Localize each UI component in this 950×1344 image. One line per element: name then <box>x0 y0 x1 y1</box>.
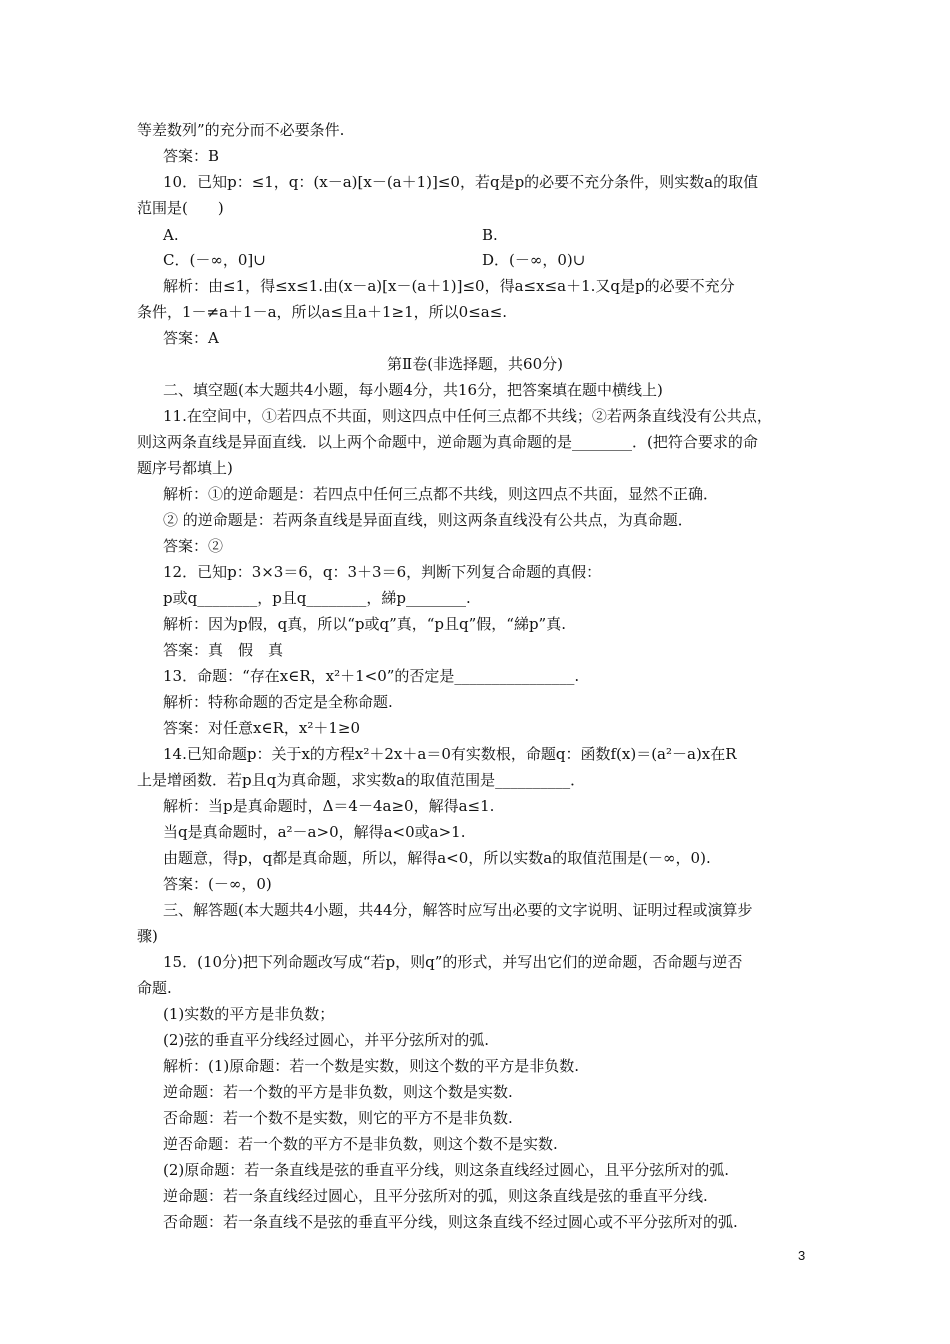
text-line-30: 当q是真命题时，a²－a>0，解得a<0或a>1. <box>163 823 466 841</box>
text-line-16: 题序号都填上) <box>137 459 233 477</box>
text-line-32: 答案：(－∞，0) <box>163 875 272 893</box>
text-line-36: 命题. <box>137 979 172 997</box>
text-line-25: 解析：特称命题的否定是全称命题. <box>163 693 393 711</box>
text-line-20: 12．已知p：3×3＝6，q：3＋3＝6，判断下列复合命题的真假： <box>163 563 602 581</box>
text-line-15: 则这两条直线是异面直线．以上两个命题中，逆命题为真命题的是________．(把符合要求的命 <box>137 433 758 451</box>
text-line-6: B. <box>482 226 498 244</box>
text-line-29: 解析：当p是真命题时，Δ＝4－4a≥0，解得a≤1. <box>163 797 495 815</box>
text-line-41: 否命题：若一个数不是实数，则它的平方不是非负数. <box>163 1109 513 1127</box>
text-line-11: 答案：A <box>163 329 219 347</box>
text-line-43: (2)原命题：若一条直线是弦的垂直平分线，则这条直线经过圆心，且平分弦所对的弧. <box>163 1161 730 1179</box>
text-line-5: A. <box>163 226 179 244</box>
text-line-9: 解析：由≤1，得≤x≤1.由(x－a)[x－(a＋1)]≤0，得a≤x≤a＋1.又q是p的必要不充分 <box>163 277 735 295</box>
text-line-18: ② 的逆命题是：若两条直线是异面直线，则这两条直线没有公共点，为真命题． <box>163 511 693 529</box>
text-line-17: 解析：①的逆命题是：若四点中任何三点都不共线，则这四点不共面，显然不正确． <box>163 485 719 503</box>
text-line-13: 二、填空题(本大题共4小题，每小题4分，共16分，把答案填在题中横线上) <box>163 381 663 399</box>
text-line-1: 等差数列”的充分而不必要条件. <box>137 121 345 139</box>
text-line-19: 答案：② <box>163 537 224 555</box>
text-line-44: 逆命题：若一条直线经过圆心，且平分弦所对的弧，则这条直线是弦的垂直平分线. <box>163 1187 708 1205</box>
text-line-42: 逆否命题：若一个数的平方不是非负数，则这个数不是实数. <box>163 1135 558 1153</box>
text-line-14: 11.在空间中，①若四点不共面，则这四点中任何三点都不共线；②若两条直线没有公共点， <box>163 407 772 425</box>
text-line-4: 范围是( ) <box>137 199 224 217</box>
text-line-33: 三、解答题(本大题共4小题，共44分，解答时应写出必要的文字说明、证明过程或演算步 <box>163 901 753 919</box>
text-line-26: 答案：对任意x∈R，x²＋1≥0 <box>163 719 360 737</box>
text-line-24: 13．命题：“存在x∈R，x²＋1<0”的否定是________________. <box>163 667 580 685</box>
text-line-31: 由题意，得p，q都是真命题，所以，解得a<0，所以实数a的取值范围是(－∞，0). <box>163 849 711 867</box>
page-number: 3 <box>798 1248 806 1263</box>
text-line-27: 14.已知命题p：关于x的方程x²＋2x＋a＝0有实数根，命题q：函数f(x)＝(a²－a)x在R <box>163 745 737 763</box>
text-line-34: 骤) <box>137 927 158 945</box>
text-line-10: 条件，1－≠a＋1－a，所以a≤且a＋1≥1，所以0≤a≤. <box>137 303 508 321</box>
text-line-12: 第Ⅱ卷(非选择题，共60分) <box>387 355 563 373</box>
text-line-8: D．(－∞，0)∪ <box>482 251 586 269</box>
text-line-35: 15．(10分)把下列命题改写成“若p，则q”的形式，并写出它们的逆命题，否命题与逆否 <box>163 953 743 971</box>
text-line-7: C．(－∞，0]∪ <box>163 251 266 269</box>
text-line-37: (1)实数的平方是非负数； <box>163 1005 335 1023</box>
text-line-40: 逆命题：若一个数的平方是非负数，则这个数是实数. <box>163 1083 513 1101</box>
text-line-3: 10．已知p：≤1，q：(x－a)[x－(a＋1)]≤0，若q是p的必要不充分条件，则实数a的取值 <box>163 173 759 191</box>
text-line-2: 答案：B <box>163 147 220 165</box>
text-line-23: 答案：真 假 真 <box>163 641 284 659</box>
text-line-22: 解析：因为p假，q真，所以“p或q”真，“p且q”假，“綈p”真. <box>163 615 566 633</box>
text-line-28: 上是增函数．若p且q为真命题，求实数a的取值范围是__________． <box>137 771 586 789</box>
text-line-21: p或q________，p且q________，綈p________. <box>163 589 471 607</box>
text-line-39: 解析：(1)原命题：若一个数是实数，则这个数的平方是非负数. <box>163 1057 580 1075</box>
text-line-38: (2)弦的垂直平分线经过圆心，并平分弦所对的弧. <box>163 1031 490 1049</box>
text-line-45: 否命题：若一条直线不是弦的垂直平分线，则这条直线不经过圆心或不平分弦所对的弧. <box>163 1213 738 1231</box>
